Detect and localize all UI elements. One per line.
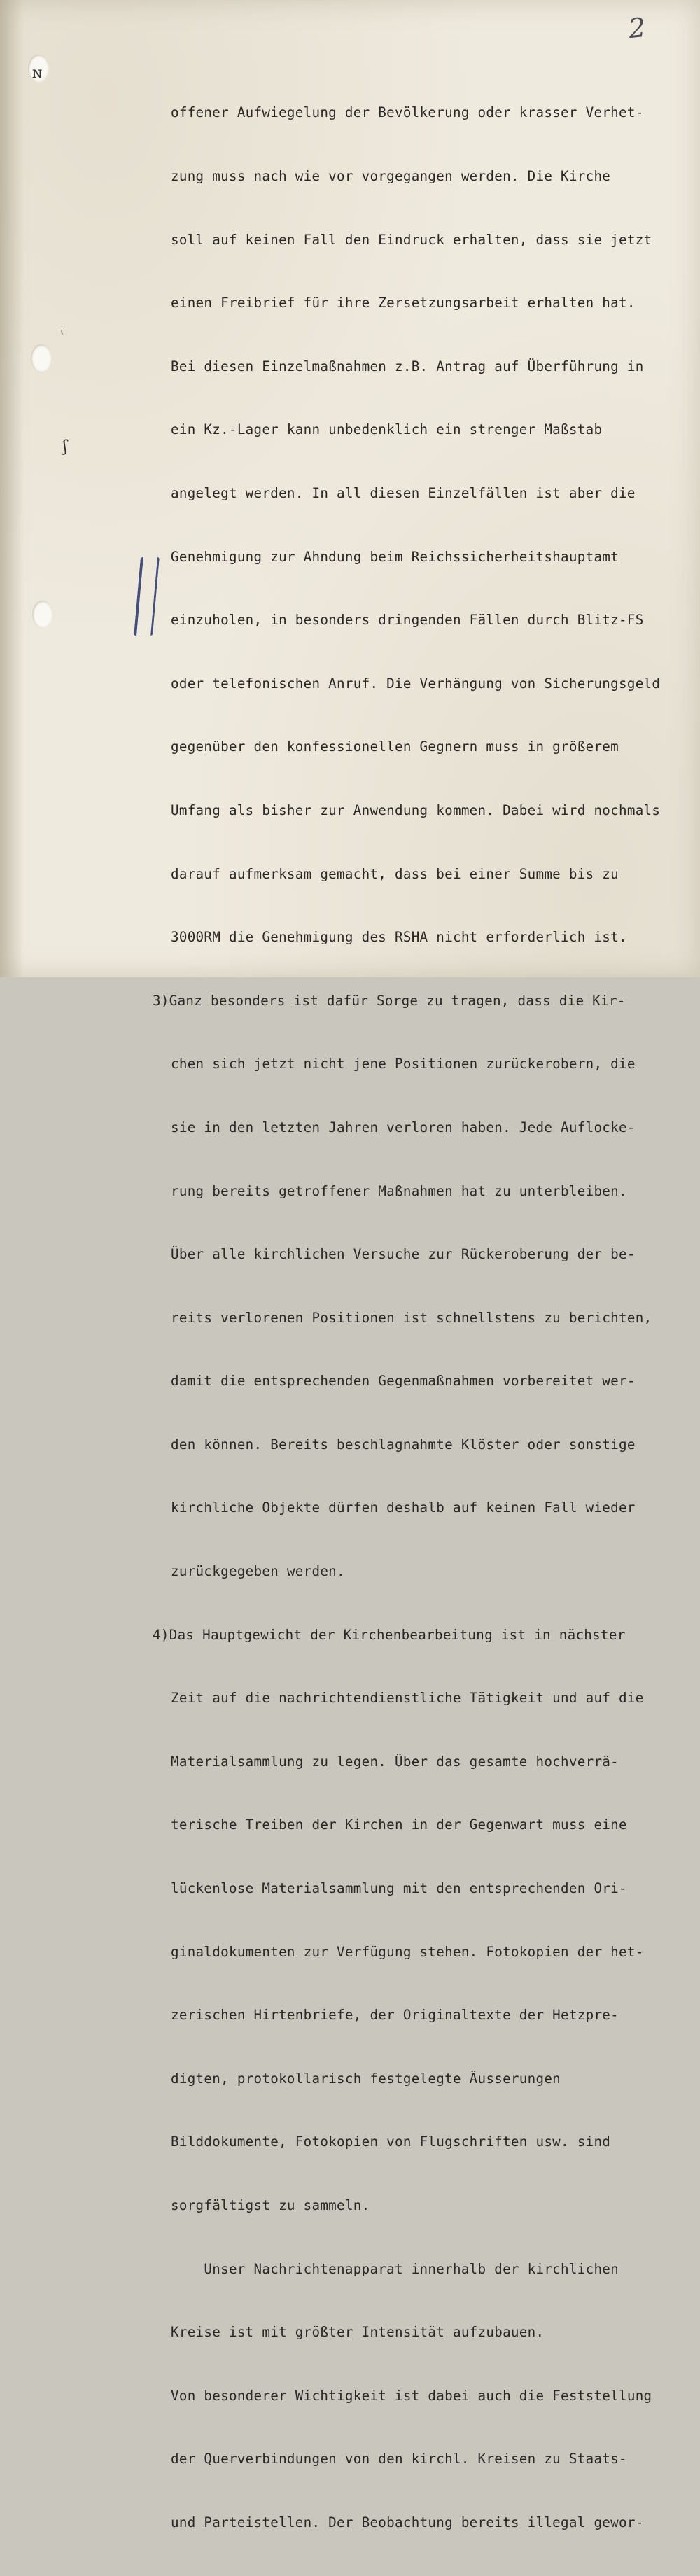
typewritten-body	[153, 60, 682, 2576]
text-line: den können. Bereits beschlagnahmte Klöster oder sonstige	[171, 1436, 636, 1452]
punch-hole-middle	[31, 344, 52, 372]
text-line: Von besonderer Wichtigkeit ist dabei auch die Feststellung	[171, 2387, 652, 2404]
text-line: lückenlose Materialsammlung mit den entsprechenden Ori-	[171, 1880, 627, 1897]
text-line: Kreise ist mit größter Intensität aufzubauen.	[171, 2324, 545, 2341]
text-line: digten, protokollarisch festgelegte Äusserungen	[171, 2070, 561, 2087]
text-line: einen Freibrief für ihre Zersetzungsarbeit erhalten hat.	[171, 295, 636, 312]
text-line: Ganz besonders ist dafür Sorge zu tragen, dass die Kir-	[169, 992, 626, 1009]
handwritten-page-number: 2	[626, 11, 648, 45]
text-line: darauf aufmerksam gemacht, dass bei einer Summe bis zu	[171, 865, 619, 882]
text-line: Das Hauptgewicht der Kirchenbearbeitung ist in nächster	[169, 1626, 626, 1643]
paper-edge-shadow	[0, 0, 24, 977]
text-line: Bilddokumente, Fotokopien von Flugschriften usw. sind	[171, 2134, 611, 2150]
text-line: zurückgegeben werden.	[171, 1563, 345, 1580]
text-line: sorgfältigst zu sammeln.	[171, 2197, 370, 2213]
text-line: Über alle kirchlichen Versuche zur Rückeroberung der be-	[171, 1246, 636, 1263]
text-line: terische Treiben der Kirchen in der Gegenwart muss eine	[171, 1816, 627, 1833]
text-line: angelegt werden. In all diesen Einzelfällen ist aber die	[171, 484, 636, 501]
text-line: Umfang als bisher zur Anwendung kommen. Dabei wird nochmals	[171, 802, 661, 818]
text-line: damit die entsprechenden Gegenmaßnahmen vorbereitet wer-	[171, 1373, 636, 1390]
list-marker-4: 4)	[153, 1626, 169, 1643]
text-line: 3000RM die Genehmigung des RSHA nicht erforderlich ist.	[171, 929, 627, 946]
text-line: offener Aufwiegelung der Bevölkerung oder krasser Verhet-	[171, 104, 644, 121]
text-line: chen sich jetzt nicht jene Positionen zurückerobern, die	[171, 1056, 636, 1072]
text-line: ein Kz.-Lager kann unbedenklich ein strenger Maßstab	[171, 421, 603, 438]
text-line: sie in den letzten Jahren verloren haben. Jede Auflocke-	[171, 1119, 636, 1135]
text-line: zung muss nach wie vor vorgegangen werden. Die Kirche	[171, 168, 611, 184]
list-item-4-line	[153, 1625, 682, 1646]
text-line: Genehmigung zur Ahndung beim Reichssicherheitshauptamt	[171, 548, 619, 565]
ink-mark-mid: ᶥ	[60, 326, 64, 344]
ink-mark-lower: ʃ	[63, 438, 67, 456]
list-marker-3: 3)	[153, 992, 169, 1009]
text-line: der Querverbindungen von den kirchl. Kreisen zu Staats-	[171, 2451, 627, 2468]
text-line: Unser Nachrichtenapparat innerhalb der kirchlichen	[171, 2260, 619, 2277]
text-line: und Parteistellen. Der Beobachtung bereits illegal gewor-	[171, 2514, 644, 2530]
punch-hole-bottom	[32, 601, 53, 629]
ink-mark-top: ɴ	[32, 64, 43, 82]
text-line: Materialsammlung zu legen. Über das gesamte hochverrä-	[171, 1753, 619, 1770]
text-line: reits verlorenen Positionen ist schnellstens zu berichten,	[171, 1309, 652, 1326]
text-line: Bei diesen Einzelmaßnahmen z.B. Antrag auf Überführung in	[171, 358, 644, 374]
text-line: rung bereits getroffener Maßnahmen hat zu unterbleiben.	[171, 1182, 627, 1199]
text-line: oder telefonischen Anruf. Die Verhängung von Sicherungsgeld	[171, 675, 661, 692]
list-item-3-line	[153, 990, 682, 1011]
text-line: Zeit auf die nachrichtendienstliche Tätigkeit und auf die	[171, 1690, 644, 1707]
margin-annotation-mark	[134, 557, 160, 636]
text-line: gegenüber den konfessionellen Gegnern muss in größerem	[171, 738, 619, 755]
text-line: zerischen Hirtenbriefe, der Originaltexte der Hetzpre-	[171, 2007, 619, 2024]
text-line: einzuholen, in besonders dringenden Fällen durch Blitz-FS	[171, 612, 644, 629]
text-line: soll auf keinen Fall den Eindruck erhalten, dass sie jetzt	[171, 231, 652, 248]
text-line: kirchliche Objekte dürfen deshalb auf keinen Fall wieder	[171, 1499, 636, 1516]
text-line: ginaldokumenten zur Verfügung stehen. Fotokopien der het-	[171, 1943, 644, 1960]
